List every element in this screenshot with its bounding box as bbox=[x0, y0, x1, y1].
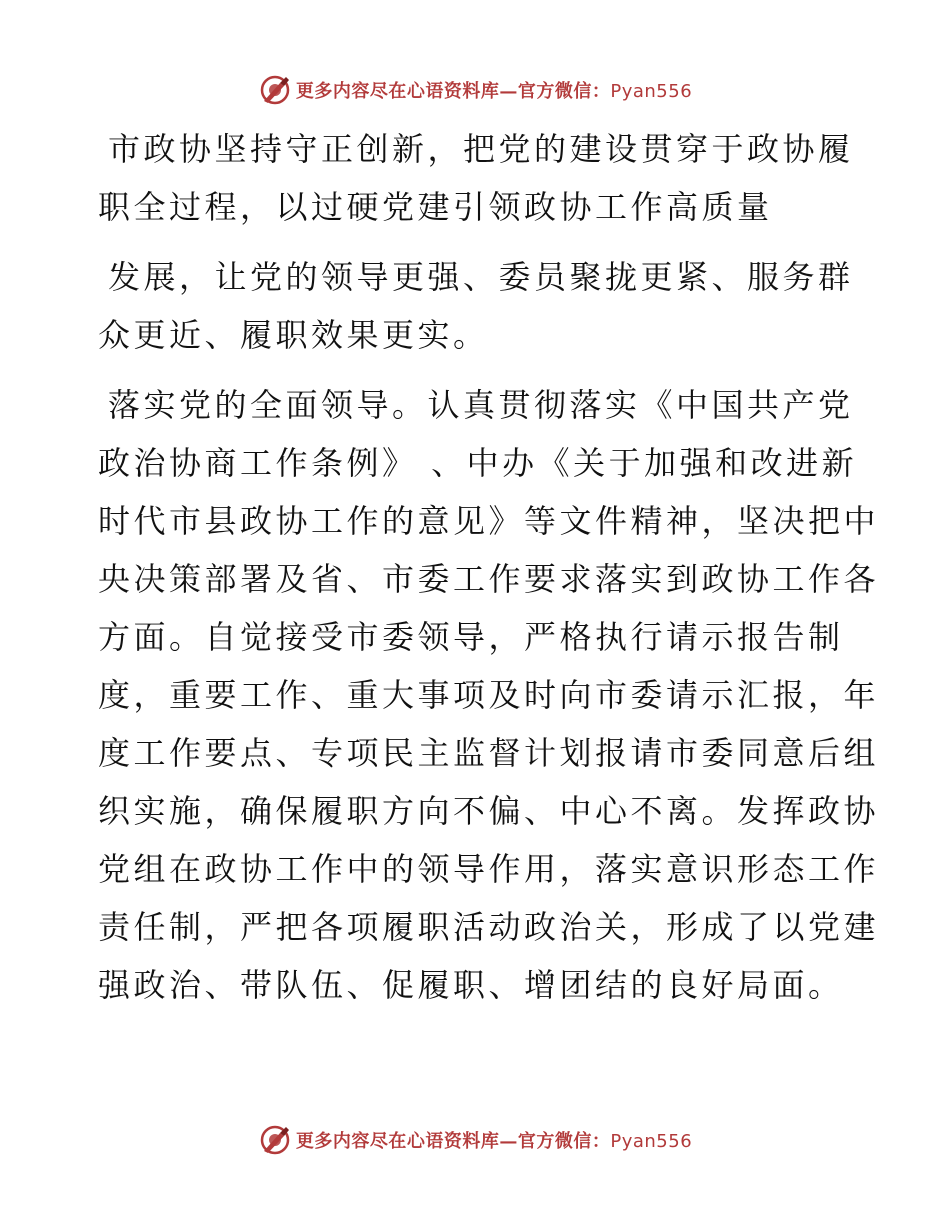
text-line: 发展，让党的领导更强、委员聚拢更紧、服务群 bbox=[108, 258, 854, 296]
text-line: 织实施，确保履职方向不偏、中心不离。发挥政协 bbox=[98, 792, 880, 830]
paragraph-3 bbox=[98, 376, 880, 1014]
text-line: 度工作要点、专项民主监督计划报请市委同意后组 bbox=[98, 734, 880, 772]
watermark-text: 更多内容尽在心语资料库—官方微信：Pyan556 bbox=[295, 1131, 693, 1152]
text-line: 度，重要工作、重大事项及时向市委请示汇报，年 bbox=[98, 676, 880, 714]
text-line: 责任制，严把各项履职活动政治关，形成了以党建 bbox=[98, 908, 880, 946]
text-line: 央决策部署及省、市委工作要求落实到政协工作各 bbox=[98, 560, 880, 598]
text-line: 众更近、履职效果更实。 bbox=[98, 316, 489, 354]
footer-watermark bbox=[0, 1120, 950, 1160]
text-line: 政治协商工作条例》 、中办《关于加强和改进新 bbox=[98, 444, 858, 482]
text-line: 时代市县政协工作的意见》等文件精神，坚决把中 bbox=[98, 502, 880, 540]
document-body bbox=[98, 120, 880, 1014]
paragraph-2 bbox=[98, 248, 858, 364]
header-watermark bbox=[0, 70, 950, 110]
text-line: 职全过程，以过硬党建引领政协工作高质量 bbox=[98, 188, 773, 226]
pen-logo-icon bbox=[258, 1123, 292, 1157]
pen-logo-icon bbox=[258, 73, 292, 107]
watermark-text: 更多内容尽在心语资料库—官方微信：Pyan556 bbox=[295, 81, 693, 102]
text-line: 市政协坚持守正创新，把党的建设贯穿于政协履 bbox=[108, 130, 854, 168]
text-line: 党组在政协工作中的领导作用，落实意识形态工作 bbox=[98, 850, 880, 888]
paragraph-1 bbox=[98, 120, 858, 236]
text-line: 方面。自觉接受市委领导，严格执行请示报告制 bbox=[98, 618, 844, 656]
text-line: 强政治、带队伍、促履职、增团结的良好局面。 bbox=[98, 966, 844, 1004]
text-line: 落实党的全面领导。认真贯彻落实《中国共产党 bbox=[108, 386, 854, 424]
